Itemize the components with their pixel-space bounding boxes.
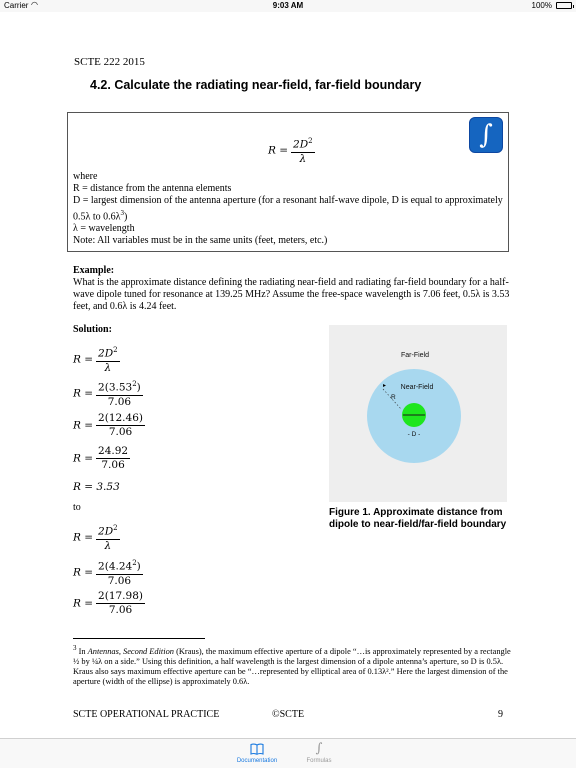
solution-eq-7: R = $\frac{2(4.24^2)}{7.06}$ (73, 559, 141, 587)
solution-eq-8: R = $\frac{2(17.98)}{7.06}$ (73, 590, 143, 616)
near-field-label: Near-Field (400, 384, 434, 391)
footer-copyright: ©SCTE (272, 709, 305, 720)
example-text: What is the approximate distance defining the radiating near-field and radiating far-field boundary for a half-wave dipole tuned for resonance at 139.25 MHz? Assume the free-space wavelength is 7.06 feet, 0.5λ is 3.53 feet, and 0.6λ is 4.24 feet. (73, 277, 510, 312)
tab-formulas[interactable] (289, 741, 349, 765)
footer-left: SCTE OPERATIONAL PRACTICE (73, 709, 220, 720)
clock: 9:03 AM (272, 1, 304, 10)
formula-lhs: R = (268, 144, 289, 157)
battery-icon (556, 2, 572, 9)
book-icon (227, 741, 287, 757)
carrier-label: Carrier (4, 1, 29, 10)
function-icon: ∫ (315, 741, 323, 756)
footnote-divider (73, 638, 205, 639)
solution-eq-3: R = $\frac{2(12.46)}{7.06}$ (73, 412, 143, 438)
definition-lambda: λ = wavelength (73, 223, 135, 235)
solution-eq-2: R = $\frac{2(3.53^2)}{7.06}$ (73, 380, 141, 408)
solution-eq-1: R = $\frac{2D^2}{\lambda}$ (73, 346, 118, 374)
solution-eq-4: R = $\frac{24.92}{7.06}$ (73, 445, 129, 471)
formula-button[interactable]: ∫ (469, 117, 503, 153)
units-note: Note: All variables must be in the same units (feet, meters, etc.) (73, 235, 328, 247)
tab-formulas-label: Formulas (306, 758, 332, 764)
formula-definitions (73, 171, 503, 247)
radius-arrow-icon: ▸ (383, 382, 387, 389)
near-far-field-diagram (329, 325, 507, 502)
figure-1 (329, 325, 507, 502)
r-label: R (391, 394, 396, 401)
status-bar (0, 0, 576, 12)
formula-main: R = $\frac{2D^2}{\lambda}$ (268, 137, 313, 165)
solution-eq-5: R = 3.53 (73, 481, 120, 493)
battery-percent: 100% (531, 1, 552, 10)
document-page[interactable] (0, 12, 576, 738)
wifi-icon: ◠ (31, 0, 38, 9)
tab-bar (0, 738, 576, 768)
page-number: 9 (498, 709, 503, 720)
far-field-label: Far-Field (400, 352, 430, 359)
solution-eq-6: R = $\frac{2D^2}{\lambda}$ (73, 524, 118, 552)
tab-documentation-label: Documentation (236, 758, 278, 764)
definition-d: D = largest dimension of the antenna aperture (for a resonant half-wave dipole, D is equal to approximately 0.5λ to $0.6\lambda^3$) (73, 195, 503, 223)
d-label: - D - (407, 431, 421, 438)
section-title: 4.2. Calculate the radiating near-field, far-field boundary (90, 78, 422, 92)
tab-documentation[interactable] (227, 741, 287, 765)
document-header: SCTE 222 2015 (74, 56, 145, 68)
figure-caption: Figure 1. Approximate distance from dipole to near-field/far-field boundary (329, 507, 507, 530)
definition-r: R = distance from the antenna elements (73, 183, 232, 194)
footnote: $^3$ In Antennas, Second Edition (Kraus), the maximum effective aperture of a dipole “…is approximately represented by a rectangle ½ by ¼λ on a side.” Using this definition, a half wavelength is the largest dimension of a dipole antenna’s aperture, so D is 0.5λ. Kraus also says maximum effective aperture can be “…represented by elliptical area of 0.13λ².” Here the largest dimension of the aperture (width of the ellipse) is approximately 0.6λ. (73, 644, 511, 687)
where-label: where (73, 171, 98, 182)
solution-title: Solution: (73, 324, 112, 335)
example-title: Example: (73, 265, 115, 276)
to-word: to (73, 502, 81, 513)
